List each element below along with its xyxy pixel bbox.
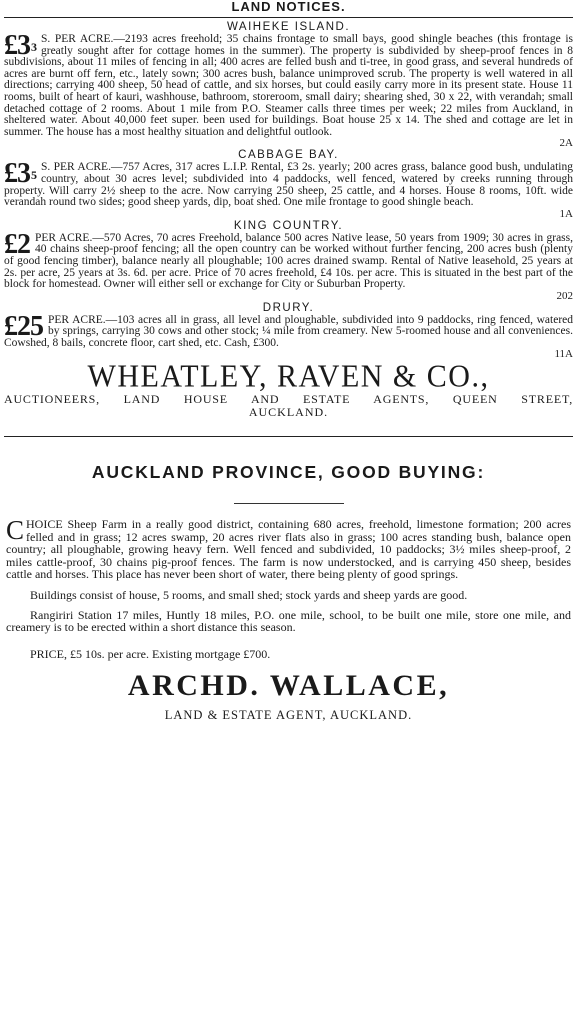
ad-body	[4, 158, 573, 220]
ad-body	[4, 310, 573, 361]
top-rule	[4, 17, 573, 18]
province-para-1	[6, 515, 571, 582]
firm-description: AUCTIONEERS, LAND HOUSE AND ESTATE AGENTS, QUEEN STREET,	[4, 392, 573, 407]
ad-text: S. PER ACRE.—2193 acres freehold; 35 chains frontage to small bays, good shingle beaches (this frontage is greatly sought after for cottage homes in the summer). The property is subdivided by sheep-proof fences in 8 subdivisions, about 11 miles of fencing in all; 400 acres are felled bush and ti-tree, in good grass, and several hundreds of acres are burnt off fern, etc., lately sown; 300 acres bush, balance unimproved scrub. The property is well watered in all directions; carrying 400 sheep, 50 head of cattle, and six horses, but could easily carry more in its present state. House 11 rooms, built of heart of kauri, washhouse, bathroom, storeroom, small dairy; shearing shed, 30 x 22, with verandah; small detached cottage of 2 rooms. About 1 mile from P.O. Steamer calls three times per week; 22 miles from Auckland, in sheltered water. About 40,000 feet super. been used for buildings. Boat house 25 x 14. The shed and cottage are let in summer. The house has a most healthy situation and delightful outlook.	[4, 33, 573, 138]
price-figure	[4, 228, 30, 260]
ad-drury	[4, 302, 573, 361]
ad-ref: 2A	[559, 137, 573, 150]
ad-text: PER ACRE.—103 acres all in grass, all level and ploughable, subdivided into 9 paddocks, ring fenced, watered by springs, carrying 30 cows and other stock; ¼ mile from creamery. New 5-roomed house and all conveniences. Cowshed, 8 bails, concrete floor, cart shed, etc. Cash, £300.	[4, 313, 573, 349]
short-rule	[234, 503, 344, 504]
ad-cabbage-bay	[4, 149, 573, 219]
price-main: £3	[4, 158, 30, 190]
province-price: PRICE, £5 10s. per acre. Existing mortgage £700.	[30, 646, 271, 661]
ad-heading: CABBAGE BAY.	[238, 149, 339, 162]
para-1-text: HOICE Sheep Farm in a really good district, containing 680 acres, freehold, limestone formation; 200 acres felled and in grass; 12 acres swamp, 20 acres river flats also in grass; 100 acres standing bush, balance open country; all ploughable, growing heavy fern. Well fenced and subdivided, 10 paddocks; 3½ miles sheep-proof, 2 miles cattle-proof, 30 chains pig-proof fences. The farm is now understocked, and is carrying 450 sheep, besides cattle and horses. This place has never been short of water, there being plenty of good springs.	[6, 517, 571, 582]
price-sup: 3	[31, 40, 36, 54]
price-figure	[4, 310, 43, 342]
price-sup: 5	[31, 168, 36, 183]
price-main: £3	[4, 30, 30, 61]
ad-ref: 202	[556, 289, 573, 302]
ad-ref: 1A	[559, 207, 573, 220]
ad-king-country	[4, 220, 573, 302]
price-main: £25	[4, 310, 43, 342]
price-figure	[4, 30, 36, 61]
ad-text: PER ACRE.—570 Acres, 70 acres Freehold, balance 500 acres Native lease, 50 years from 1909; 30 acres in grass, 40 chains sheep-proof fencing; all the open country can be worked without further fencing, 200 acres bush (plenty of good fencing timber), balance nearly all ploughable; 100 acres drained swamp. Rental of Native leasehold, 25 years at 2s. per acre, 25 years at 3s. 6d. per acre. Price of 70 acres freehold, £4 10s. per acre. This is situated in the best part of the block for homestead. Owner will either sell or exchange for City or Suburban Property.	[4, 231, 573, 291]
firm-city: AUCKLAND.	[248, 405, 329, 420]
ad-heading: WAIHEKE ISLAND.	[226, 21, 351, 33]
section-title: LAND NOTICES.	[231, 0, 346, 14]
firm-name: WHEATLEY, RAVEN & CO.,	[87, 359, 490, 395]
ad-waiheke	[4, 21, 573, 149]
ad-text: S. PER ACRE.—757 Acres, 317 acres L.I.P. Rental, £3 2s. yearly; 200 acres grass, balance good bush, undulating country, about 30 acres level; subdivided into 4 paddocks, well fenced, watered by creeks running through property. Will carry 2½ sheep to the acre. Now carrying 250 sheep, 25 cattle, and 4 horses. House 8 rooms, 10ft. wide verandah round two sides; good sheep yards, dip, boat shed. One mile frontage to good shingle beach.	[4, 161, 573, 209]
province-ad	[4, 515, 573, 661]
price-main: £2	[4, 228, 30, 260]
province-heading: AUCKLAND PROVINCE, GOOD BUYING:	[91, 462, 486, 483]
agent-name: ARCHD. WALLACE,	[127, 669, 450, 703]
province-para-2: Buildings consist of house, 5 rooms, and small shed; stock yards and sheep yards are good.	[30, 587, 468, 602]
province-para-3: Rangiriri Station 17 miles, Huntly 18 miles, P.O. one mile, school, to be built one mile, store one mile, and creamery is to be erected within a short distance this season.	[6, 607, 571, 635]
ad-body	[4, 228, 573, 302]
agent-title: LAND & ESTATE AGENT, AUCKLAND.	[164, 708, 413, 723]
section-divider	[4, 436, 573, 437]
ad-heading: KING COUNTRY.	[233, 219, 344, 232]
ad-body	[4, 30, 573, 150]
ad-heading: DRURY.	[262, 301, 315, 314]
drop-cap: C	[6, 515, 25, 546]
ad-ref: 11A	[554, 348, 573, 361]
price-figure	[4, 158, 36, 190]
